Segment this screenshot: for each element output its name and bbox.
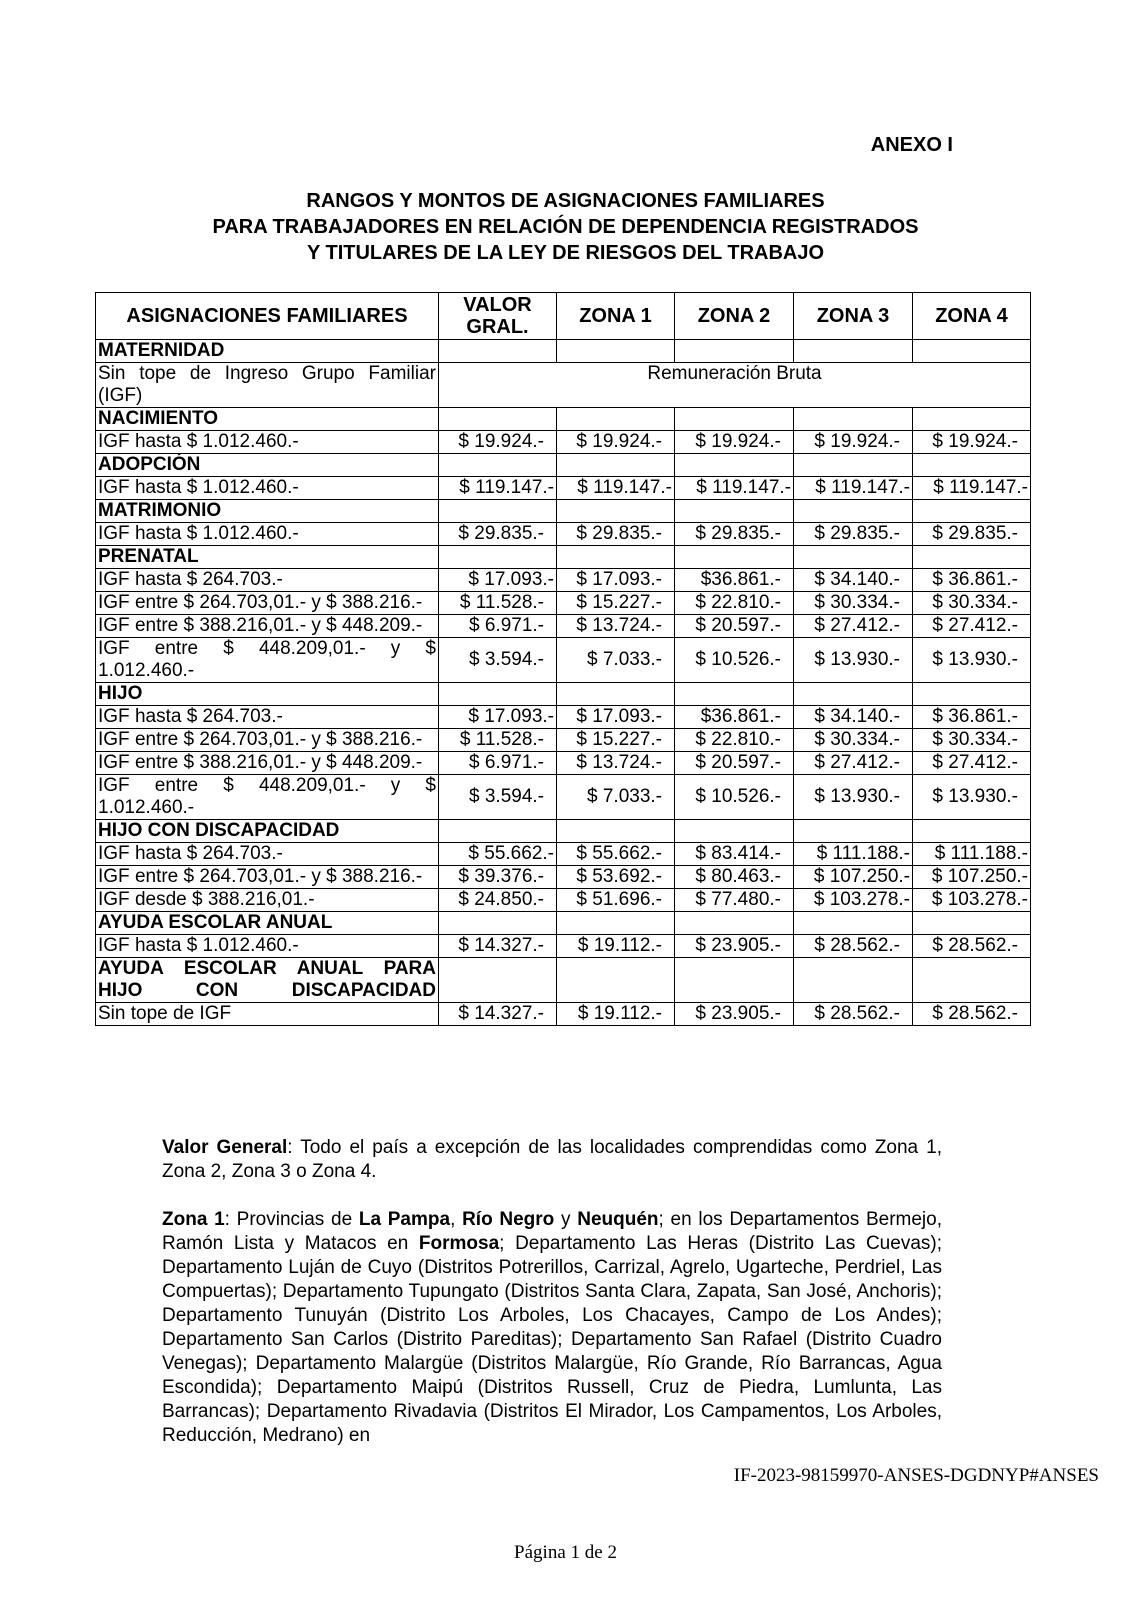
note-text: y xyxy=(554,1209,578,1230)
section-adopcion: ADOPCIÓN xyxy=(96,454,439,477)
note-zona-1 xyxy=(162,1208,942,1448)
note-bold: Neuquén xyxy=(577,1209,659,1230)
cell-zona-2: $ 119.147.- xyxy=(675,477,794,500)
cell-zona-4: $ 13.930.- xyxy=(913,775,1031,820)
cell-valor-gral: $ 17.093.- xyxy=(439,569,557,592)
cell-valor-gral: $ 29.835.- xyxy=(439,523,557,546)
cell-zona-2: $ 83.414.- xyxy=(675,843,794,866)
row-label: IGF hasta $ 1.012.460.- xyxy=(96,431,439,454)
cell-zona-3: $ 19.924.- xyxy=(794,431,913,454)
document-id: IF-2023-98159970-ANSES-DGDNYP#ANSES xyxy=(733,1465,1099,1486)
cell-valor-gral: $ 6.971.- xyxy=(439,615,557,638)
note-text: : Todo el país a excepción de las localidades comprendidas como Zona 1, Zona 2, Zona 3 o Zona 4. xyxy=(162,1137,943,1182)
cell-valor-gral: $ 3.594.- xyxy=(439,638,557,683)
row-label: IGF hasta $ 264.703.- xyxy=(96,569,439,592)
section-row xyxy=(96,454,1031,477)
cell-zona-3: $ 30.334.- xyxy=(794,592,913,615)
section-row xyxy=(96,958,1031,1003)
cell-zona-3: $ 103.278.- xyxy=(794,889,913,912)
section-row xyxy=(96,546,1031,569)
cell-zona-3: $ 27.412.- xyxy=(794,752,913,775)
table-row xyxy=(96,363,1031,408)
annex-label: ANEXO I xyxy=(870,134,953,156)
cell-zona-2: $ 22.810.- xyxy=(675,592,794,615)
cell-valor-gral: $ 19.924.- xyxy=(439,431,557,454)
header-valor-gral: VALOR GRAL. xyxy=(439,293,557,340)
row-label: IGF desde $ 388.216,01.- xyxy=(96,889,439,912)
cell-zona-3: $ 29.835.- xyxy=(794,523,913,546)
table-row xyxy=(96,1003,1031,1026)
section-row xyxy=(96,340,1031,363)
cell-valor-gral: $ 17.093.- xyxy=(439,706,557,729)
section-hijo-discapacidad: HIJO CON DISCAPACIDAD xyxy=(96,820,439,843)
row-label: IGF entre $ 264.703,01.- y $ 388.216.- xyxy=(96,866,439,889)
cell-valor-gral: $ 11.528.- xyxy=(439,592,557,615)
allowances-table xyxy=(95,292,1031,1026)
section-ayuda-escolar: AYUDA ESCOLAR ANUAL xyxy=(96,912,439,935)
cell-zona-1: $ 13.724.- xyxy=(557,615,675,638)
section-row xyxy=(96,500,1031,523)
cell-zona-1: $ 19.924.- xyxy=(557,431,675,454)
cell-zona-4: $ 36.861.- xyxy=(913,706,1031,729)
cell-zona-4: $ 107.250.- xyxy=(913,866,1031,889)
notes xyxy=(162,1136,942,1472)
row-label: IGF hasta $ 264.703.- xyxy=(96,843,439,866)
table-row xyxy=(96,431,1031,454)
table-row xyxy=(96,752,1031,775)
cell-zona-2: $36.861.- xyxy=(675,706,794,729)
note-valor-general xyxy=(162,1136,942,1184)
cell-zona-4: $ 29.835.- xyxy=(913,523,1031,546)
table-header-row xyxy=(96,293,1031,340)
cell-zona-3: $ 28.562.- xyxy=(794,1003,913,1026)
header-zona-1: ZONA 1 xyxy=(557,293,675,340)
cell-zona-4: $ 13.930.- xyxy=(913,638,1031,683)
cell-zona-1: $ 13.724.- xyxy=(557,752,675,775)
cell-zona-3: $ 119.147.- xyxy=(794,477,913,500)
table-row xyxy=(96,477,1031,500)
page-number: Página 1 de 2 xyxy=(514,1542,617,1563)
note-bold: Río Negro xyxy=(462,1209,555,1230)
title-line-3: Y TITULARES DE LA LEY DE RIESGOS DEL TRABAJO xyxy=(306,242,825,264)
table-row xyxy=(96,523,1031,546)
table-row xyxy=(96,775,1031,820)
cell-zona-2: $ 20.597.- xyxy=(675,752,794,775)
cell-zona-4: $ 30.334.- xyxy=(913,729,1031,752)
section-matrimonio: MATRIMONIO xyxy=(96,500,439,523)
cell-valor-gral: $ 119.147.- xyxy=(439,477,557,500)
row-label: IGF entre $ 388.216,01.- y $ 448.209.- xyxy=(96,615,439,638)
cell-valor-gral: $ 14.327.- xyxy=(439,935,557,958)
cell-zona-2: $ 29.835.- xyxy=(675,523,794,546)
table-row xyxy=(96,935,1031,958)
cell-zona-1: $ 19.112.- xyxy=(557,1003,675,1026)
cell-zona-1: $ 29.835.- xyxy=(557,523,675,546)
cell-zona-2: $ 23.905.- xyxy=(675,935,794,958)
cell-zona-4: $ 30.334.- xyxy=(913,592,1031,615)
cell-zona-1: $ 15.227.- xyxy=(557,592,675,615)
section-nacimiento: NACIMIENTO xyxy=(96,408,439,431)
cell-zona-2: $ 19.924.- xyxy=(675,431,794,454)
cell-valor-gral: $ 39.376.- xyxy=(439,866,557,889)
table-row xyxy=(96,843,1031,866)
header-asignaciones: ASIGNACIONES FAMILIARES xyxy=(96,293,439,340)
section-row xyxy=(96,408,1031,431)
section-row xyxy=(96,683,1031,706)
table-row xyxy=(96,569,1031,592)
cell-zona-3: $ 34.140.- xyxy=(794,706,913,729)
note-text: : Provincias de xyxy=(224,1209,359,1230)
row-label: IGF entre $ 264.703,01.- y $ 388.216.- xyxy=(96,729,439,752)
cell-zona-1: $ 119.147.- xyxy=(557,477,675,500)
cell-zona-2: $ 23.905.- xyxy=(675,1003,794,1026)
cell-zona-1: $ 53.692.- xyxy=(557,866,675,889)
cell-zona-3: $ 13.930.- xyxy=(794,775,913,820)
table-row xyxy=(96,592,1031,615)
cell-zona-1: $ 55.662.- xyxy=(557,843,675,866)
cell-zona-3: $ 111.188.- xyxy=(794,843,913,866)
maternidad-value: Remuneración Bruta xyxy=(439,363,1031,408)
table-row xyxy=(96,889,1031,912)
cell-zona-2: $ 80.463.- xyxy=(675,866,794,889)
table-row xyxy=(96,866,1031,889)
row-label: IGF hasta $ 1.012.460.- xyxy=(96,935,439,958)
cell-zona-1: $ 7.033.- xyxy=(557,775,675,820)
cell-valor-gral: $ 6.971.- xyxy=(439,752,557,775)
cell-valor-gral: $ 24.850.- xyxy=(439,889,557,912)
row-label: IGF entre $ 448.209,01.- y $ 1.012.460.- xyxy=(96,775,439,820)
cell-zona-1: $ 15.227.- xyxy=(557,729,675,752)
cell-zona-1: $ 51.696.- xyxy=(557,889,675,912)
section-ayuda-escolar-discapacidad: AYUDA ESCOLAR ANUAL PARA HIJO CON DISCAPACIDAD xyxy=(96,958,439,1003)
section-row xyxy=(96,912,1031,935)
cell-zona-3: $ 28.562.- xyxy=(794,935,913,958)
cell-valor-gral: $ 3.594.- xyxy=(439,775,557,820)
cell-zona-2: $ 20.597.- xyxy=(675,615,794,638)
cell-zona-4: $ 36.861.- xyxy=(913,569,1031,592)
header-zona-4: ZONA 4 xyxy=(913,293,1031,340)
table-row xyxy=(96,615,1031,638)
cell-zona-3: $ 34.140.- xyxy=(794,569,913,592)
cell-zona-4: $ 28.562.- xyxy=(913,1003,1031,1026)
note-bold: Formosa xyxy=(418,1233,500,1254)
section-maternidad: MATERNIDAD xyxy=(96,340,439,363)
cell-zona-3: $ 13.930.- xyxy=(794,638,913,683)
title-line-2: PARA TRABAJADORES EN RELACIÓN DE DEPENDENCIA REGISTRADOS xyxy=(212,216,919,238)
row-label: IGF entre $ 388.216,01.- y $ 448.209.- xyxy=(96,752,439,775)
document-title xyxy=(0,188,1131,266)
cell-zona-2: $ 22.810.- xyxy=(675,729,794,752)
note-text: ; Departamento Las Heras (Distrito Las Cuevas); Departamento Luján de Cuyo (Distritos Potrerillos, Carrizal, Agrelo, Ugarteche, Perdriel, Las Compuertas); Departamento Tupungato (Distritos Santa Clara, Zapata, San José, Anchoris); Departamento Tunuyán (Distrito Los Arboles, Los Chacayes, Campo de Los Andes); Departamento San Carlos (Distrito Pareditas); Departamento San Rafael (Distrito Cuadro Venegas); Departamento Malargüe (Distritos Malargüe, Río Grande, Río Barrancas, Agua Escondida); Departamento Maipú (Distritos Russell, Cruz de Piedra, Lumlunta, Las Barrancas); Departamento Rivadavia (Distritos El Mirador, Los Campamentos, Los Arboles, Reducción, Medrano) en xyxy=(162,1233,942,1446)
table-row xyxy=(96,729,1031,752)
cell-valor-gral: $ 14.327.- xyxy=(439,1003,557,1026)
cell-zona-3: $ 27.412.- xyxy=(794,615,913,638)
row-label: Sin tope de Ingreso Grupo Familiar (IGF) xyxy=(96,363,439,408)
section-prenatal: PRENATAL xyxy=(96,546,439,569)
note-term: Valor General xyxy=(162,1137,288,1158)
row-label: IGF hasta $ 1.012.460.- xyxy=(96,477,439,500)
note-bold: La Pampa xyxy=(358,1209,451,1230)
cell-zona-1: $ 19.112.- xyxy=(557,935,675,958)
section-hijo: HIJO xyxy=(96,683,439,706)
cell-zona-4: $ 27.412.- xyxy=(913,752,1031,775)
cell-zona-2: $ 77.480.- xyxy=(675,889,794,912)
cell-valor-gral: $ 55.662.- xyxy=(439,843,557,866)
header-zona-3: ZONA 3 xyxy=(794,293,913,340)
cell-zona-3: $ 30.334.- xyxy=(794,729,913,752)
row-label: IGF hasta $ 264.703.- xyxy=(96,706,439,729)
note-text: ; en los Departamentos Bermejo, Ramón Lista y Matacos en xyxy=(162,1209,943,1254)
cell-zona-1: $ 7.033.- xyxy=(557,638,675,683)
table-row xyxy=(96,706,1031,729)
cell-zona-4: $ 119.147.- xyxy=(913,477,1031,500)
row-label: IGF entre $ 448.209,01.- y $ 1.012.460.- xyxy=(96,638,439,683)
cell-zona-1: $ 17.093.- xyxy=(557,706,675,729)
cell-zona-4: $ 27.412.- xyxy=(913,615,1031,638)
cell-zona-2: $ 10.526.- xyxy=(675,775,794,820)
cell-zona-2: $36.861.- xyxy=(675,569,794,592)
section-row xyxy=(96,820,1031,843)
row-label: Sin tope de IGF xyxy=(96,1003,439,1026)
cell-zona-4: $ 103.278.- xyxy=(913,889,1031,912)
cell-zona-2: $ 10.526.- xyxy=(675,638,794,683)
row-label: IGF hasta $ 1.012.460.- xyxy=(96,523,439,546)
cell-zona-1: $ 17.093.- xyxy=(557,569,675,592)
cell-zona-4: $ 111.188.- xyxy=(913,843,1031,866)
cell-zona-4: $ 28.562.- xyxy=(913,935,1031,958)
row-label: IGF entre $ 264.703,01.- y $ 388.216.- xyxy=(96,592,439,615)
cell-zona-4: $ 19.924.- xyxy=(913,431,1031,454)
cell-valor-gral: $ 11.528.- xyxy=(439,729,557,752)
header-zona-2: ZONA 2 xyxy=(675,293,794,340)
note-term: Zona 1 xyxy=(162,1209,225,1230)
cell-zona-3: $ 107.250.- xyxy=(794,866,913,889)
table-row xyxy=(96,638,1031,683)
title-line-1: RANGOS Y MONTOS DE ASIGNACIONES FAMILIARES xyxy=(306,190,825,212)
note-text: , xyxy=(450,1209,463,1230)
